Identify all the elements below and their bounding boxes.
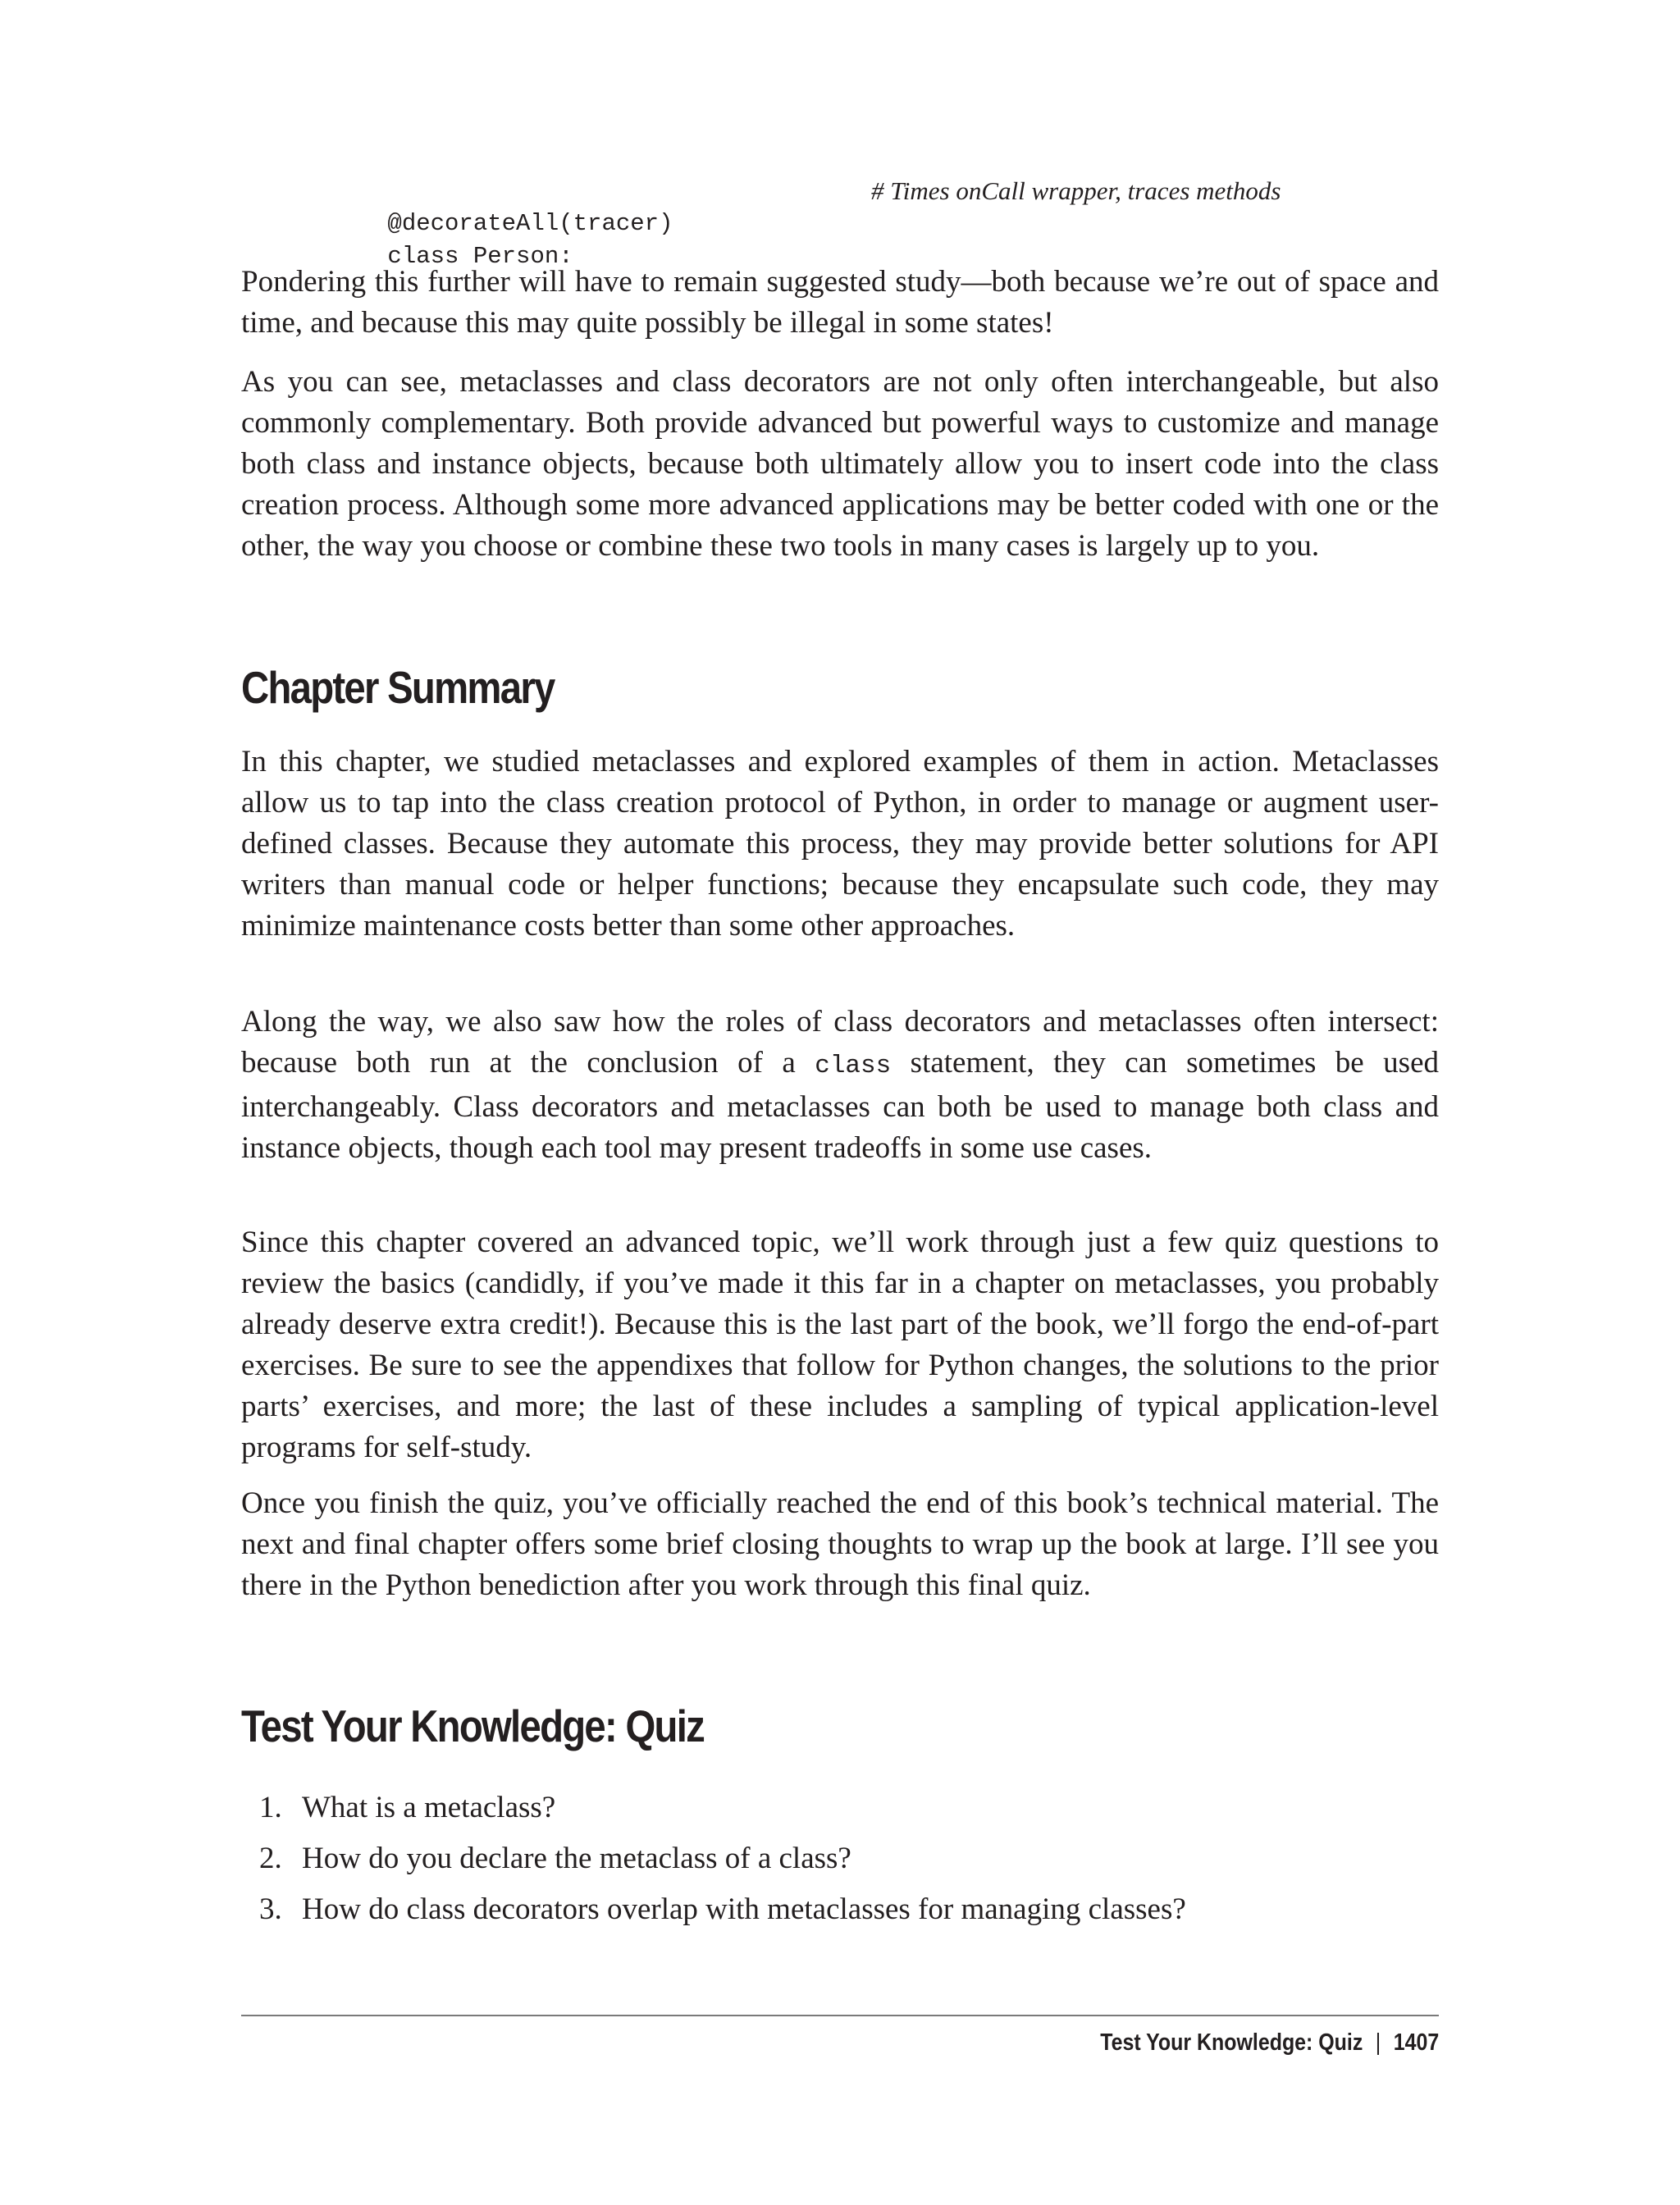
quiz-item-number: 3. <box>259 1892 282 1926</box>
quiz-item <box>241 1783 1439 1833</box>
paragraph-pondering: Pondering this further will have to remain suggested study—both because we’re out of space and time, and because this may quite possibly be illegal in some states! <box>241 265 1439 340</box>
quiz-item <box>241 1884 1439 1935</box>
page-number: 1407 <box>1393 2029 1439 2056</box>
paragraph-advanced-topic: Since this chapter covered an advanced topic, we’ll work through just a few quiz questions to review the basics (candidly, if you’ve made it this far in a chapter on metaclasses, you probably already deserve extra credit!). Because this is the last part of the book, we’ll forgo the end-of-part exercises. Be sure to see the appendixes that follow for Python changes, the solutions to the prior parts’ exercises, and more; the last of these includes a sampling of typical application-level programs for self-study. <box>241 1226 1439 1464</box>
code-line <box>302 208 1368 270</box>
paragraph-summary-intro: In this chapter, we studied metaclasses and explored examples of them in action. Metaclasses allow us to tap into the class creation protocol of Python, in order to manage or augment user-defined classes. Because they automate this process, they may provide better solutions for API writers than manual code or helper functions; because they encapsulate such code, they may minimize maintenance costs better than some other approaches. <box>241 745 1439 943</box>
quiz-item-number: 1. <box>259 1791 282 1824</box>
paragraph-complementary: As you can see, metaclasses and class decorators are not only often interchangeable, but also commonly complementary. Both provide advanced but powerful ways to customize and manage both class and instance objects, because both ultimately allow you to insert code into the class creation process. Although some more advanced applications may be better coded with one or the other, the way you choose or combine these two tools in many cases is largely up to you. <box>241 365 1439 563</box>
quiz-item <box>241 1833 1439 1884</box>
code-decorator: @decorateAll(tracer) <box>387 210 673 237</box>
book-page <box>241 0 1439 2205</box>
inline-code-class: class <box>815 1052 892 1080</box>
quiz-list <box>241 1783 1439 1935</box>
quiz-item-text: What is a metaclass? <box>302 1791 556 1824</box>
quiz-item-text: How do you declare the metaclass of a class? <box>302 1842 851 1875</box>
quiz-item-number: 2. <box>259 1842 282 1875</box>
paragraph-roles-text-1: Along the way, we also saw how the roles of class decorators and metaclasses often intersect: because both run at the conclusion of a <box>241 1005 1439 1080</box>
code-class-statement: class Person: <box>387 243 573 270</box>
paragraph-finish-quiz: Once you finish the quiz, you’ve officially reached the end of this book’s technical material. The next and final chapter offers some brief closing thoughts to wrap up the book at large. I’ll see you there in the Python benediction after you work through this final quiz. <box>241 1486 1439 1602</box>
code-comment: # Times onCall wrapper, traces methods <box>871 176 1281 205</box>
paragraph-roles <box>241 1002 1439 1169</box>
footer-rule <box>241 2015 1439 2016</box>
quiz-heading: Test Your Knowledge: Quiz <box>241 1701 705 1751</box>
quiz-item-text: How do class decorators overlap with metaclasses for managing classes? <box>302 1892 1186 1926</box>
code-line <box>302 175 1368 237</box>
footer-separator: | <box>1375 2029 1381 2056</box>
code-block <box>302 175 1368 270</box>
footer-section-title: Test Your Knowledge: Quiz <box>1099 2029 1363 2056</box>
page-footer <box>1100 2029 1439 2057</box>
paragraph-roles-text-2: statement, they can sometimes be used interchangeably. Class decorators and metaclasses can both be used to manage both class and instance objects, though each tool may present tradeoffs in some use cases. <box>241 1046 1440 1165</box>
chapter-summary-heading: Chapter Summary <box>241 662 555 713</box>
